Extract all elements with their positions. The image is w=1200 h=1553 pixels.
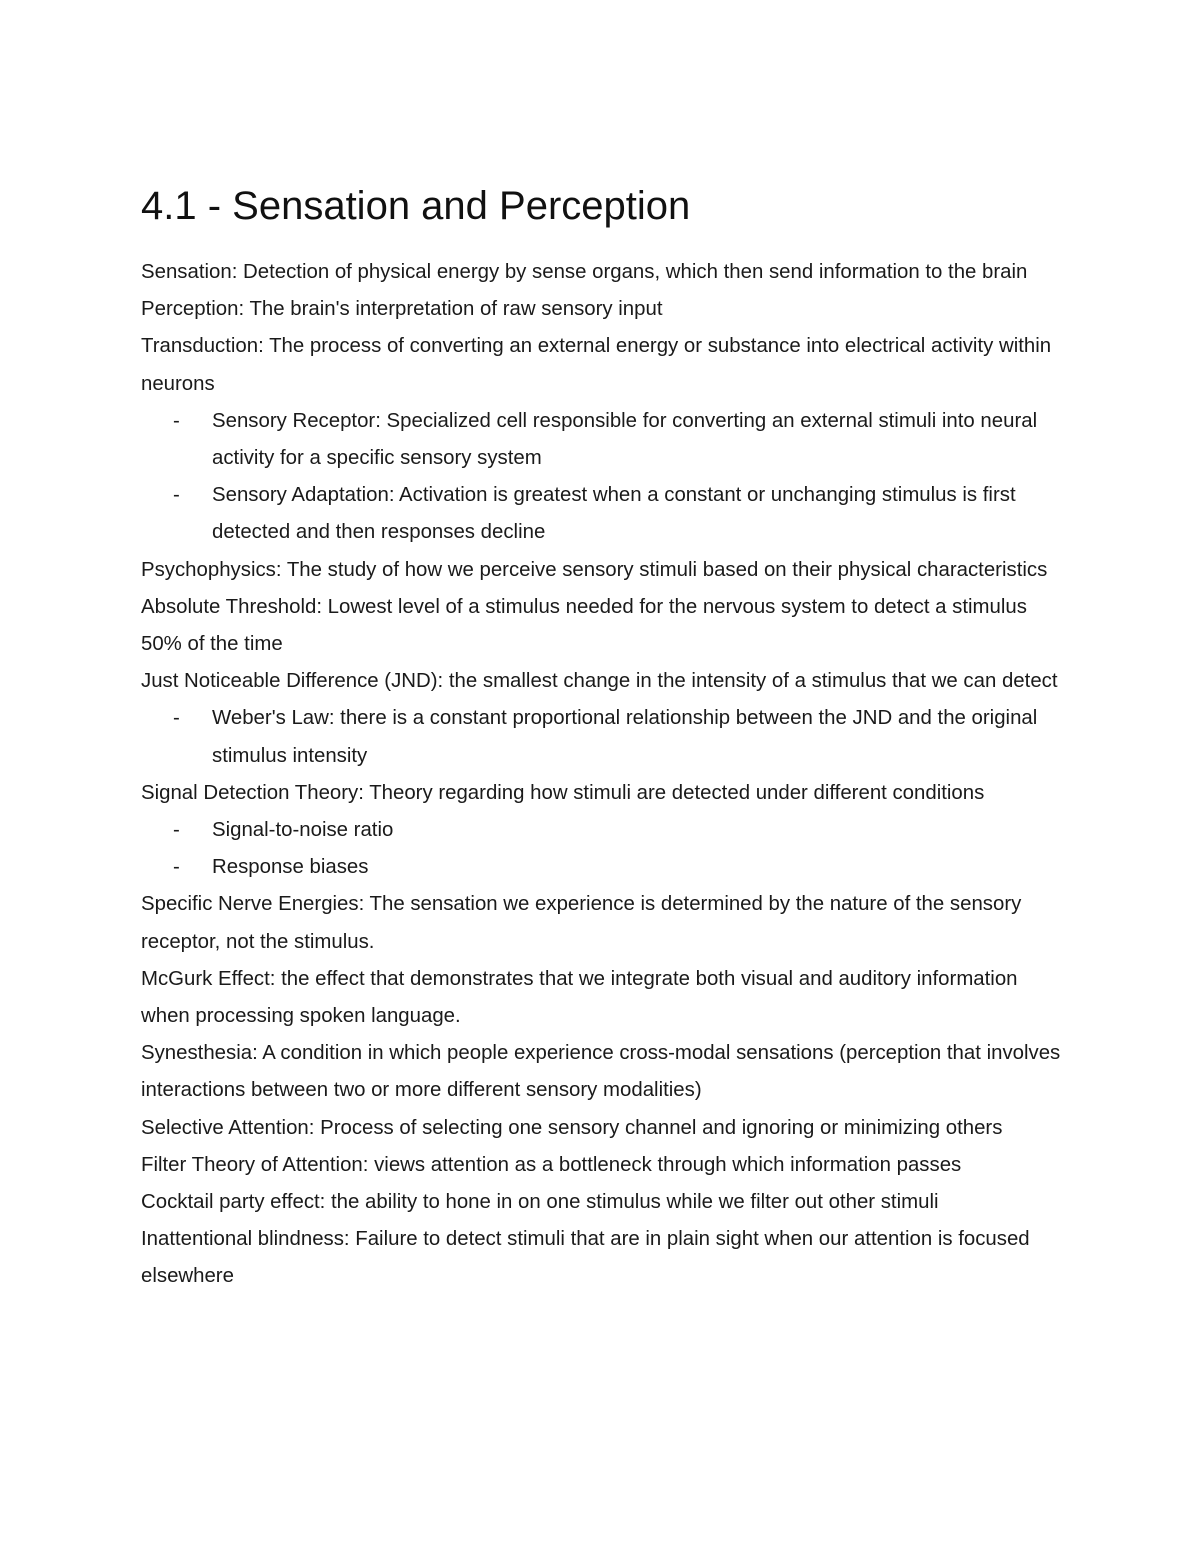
entry-text: Sensory Receptor: Specialized cell responsible for converting an external stimuli into neural activity for a specific sensory system xyxy=(212,409,1038,470)
entry-text: Perception: The brain's interpretation of raw sensory input xyxy=(141,298,663,321)
bullet-item xyxy=(141,477,1071,551)
entry-text: Psychophysics: The study of how we perceive sensory stimuli based on their physical characteristics xyxy=(141,558,1048,581)
bullet-item xyxy=(141,403,1071,477)
definition-paragraph xyxy=(141,775,1071,812)
entry-text: McGurk Effect: the effect that demonstrates that we integrate both visual and auditory information when processing spoken language. xyxy=(141,967,1018,1028)
bullet-dash: - xyxy=(173,409,180,432)
bullet-item xyxy=(141,812,1071,849)
bullet-item xyxy=(141,700,1071,774)
entry-text: Signal-to-noise ratio xyxy=(212,819,394,842)
entry-text: Signal Detection Theory: Theory regarding how stimuli are detected under different conditions xyxy=(141,781,985,804)
page-title: 4.1 - Sensation and Perception xyxy=(141,184,691,228)
bullet-dash: - xyxy=(173,484,180,507)
bullet-dash: - xyxy=(173,819,180,842)
definition-paragraph xyxy=(141,552,1071,589)
entry-text: Filter Theory of Attention: views attention as a bottleneck through which information passes xyxy=(141,1153,962,1176)
definition-paragraph xyxy=(141,1184,1071,1221)
definition-paragraph xyxy=(141,589,1071,663)
bullet-item xyxy=(141,849,1071,886)
entry-text: Just Noticeable Difference (JND): the smallest change in the intensity of a stimulus that we can detect xyxy=(141,670,1058,693)
entry-text: Specific Nerve Energies: The sensation we experience is determined by the nature of the sensory receptor, not the stimulus. xyxy=(141,893,1022,953)
definition-paragraph xyxy=(141,1221,1071,1295)
entry-text: Transduction: The process of converting an external energy or substance into electrical activity within neurons xyxy=(141,335,1052,395)
entry-text: Synesthesia: A condition in which people experience cross-modal sensations (perception that involves interactions between two or more different sensory modalities) xyxy=(141,1042,1061,1102)
entry-text: Response biases xyxy=(212,856,369,879)
definition-paragraph xyxy=(141,961,1071,1035)
definition-paragraph xyxy=(141,1147,1071,1184)
definition-paragraph xyxy=(141,886,1071,960)
entry-text: Cocktail party effect: the ability to hone in on one stimulus while we filter out other stimuli xyxy=(141,1191,939,1214)
definition-paragraph xyxy=(141,328,1071,402)
bullet-dash: - xyxy=(173,707,180,730)
definition-paragraph xyxy=(141,254,1071,291)
entry-text: Sensory Adaptation: Activation is greatest when a constant or unchanging stimulus is first detected and then responses decline xyxy=(212,484,1016,544)
definition-paragraph xyxy=(141,1035,1071,1109)
entry-text: Weber's Law: there is a constant proportional relationship between the JND and the original stimulus intensity xyxy=(212,707,1038,767)
entry-text: Inattentional blindness: Failure to detect stimuli that are in plain sight when our attention is focused elsewhere xyxy=(141,1228,1030,1288)
entry-text: Sensation: Detection of physical energy by sense organs, which then send information to the brain xyxy=(141,261,1028,283)
definition-paragraph xyxy=(141,1110,1071,1147)
definition-paragraph xyxy=(141,663,1071,700)
entry-text: Selective Attention: Process of selecting one sensory channel and ignoring or minimizing others xyxy=(141,1116,1003,1139)
notes-body xyxy=(141,254,1071,1296)
bullet-dash: - xyxy=(173,856,180,879)
entry-text: Absolute Threshold: Lowest level of a stimulus needed for the nervous system to detect a stimulus 50% of the time xyxy=(141,595,1027,656)
definition-paragraph xyxy=(141,291,1071,328)
